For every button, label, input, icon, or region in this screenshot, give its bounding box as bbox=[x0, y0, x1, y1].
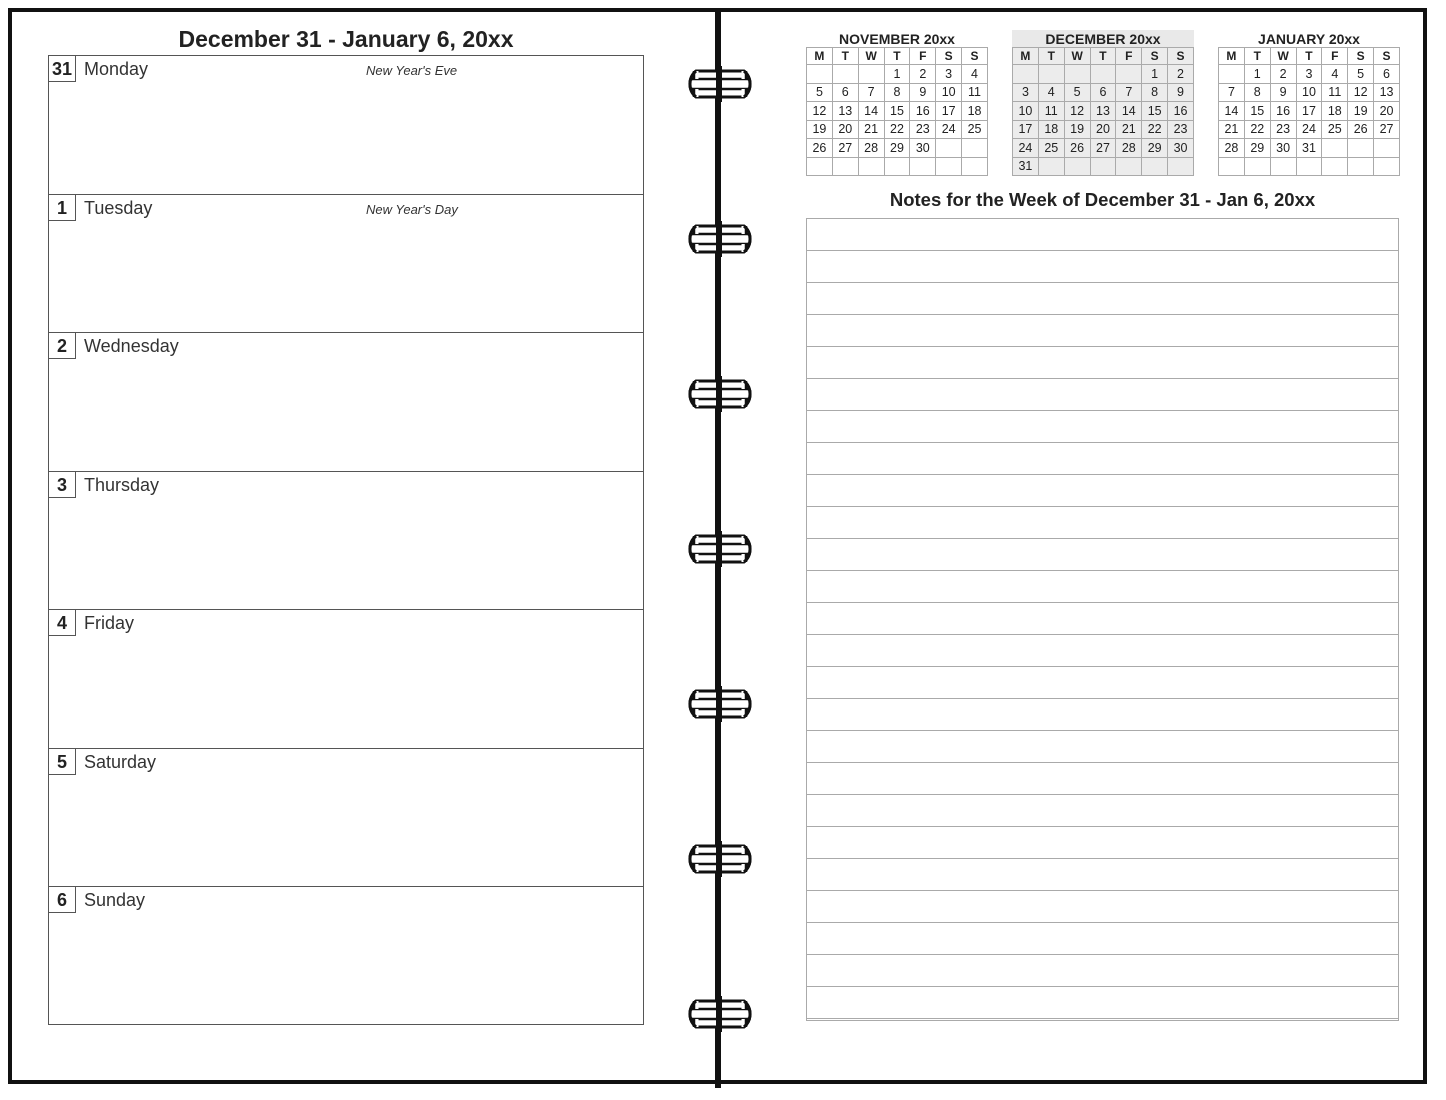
calendar-date: 5 bbox=[807, 83, 833, 102]
calendar-date: 4 bbox=[1322, 65, 1348, 84]
calendar-date: 3 bbox=[1013, 83, 1039, 102]
holiday-label: New Year's Day bbox=[366, 201, 458, 217]
calendar-date bbox=[1219, 157, 1245, 176]
weekday-header: T bbox=[1244, 48, 1270, 65]
calendar-date: 8 bbox=[1244, 83, 1270, 102]
calendar-date: 20 bbox=[1374, 102, 1400, 121]
calendar-date: 7 bbox=[1219, 83, 1245, 102]
calendar-date: 26 bbox=[1348, 120, 1374, 139]
calendar-date: 7 bbox=[1116, 83, 1142, 102]
calendar-date: 14 bbox=[858, 102, 884, 121]
days-column bbox=[48, 55, 644, 1025]
day-name: Sunday bbox=[84, 890, 146, 910]
weekday-header: M bbox=[807, 48, 833, 65]
day-number: 5 bbox=[49, 749, 76, 775]
day-name: Friday bbox=[84, 613, 135, 633]
weekday-header: S bbox=[1168, 48, 1194, 65]
calendar-date bbox=[1270, 157, 1296, 176]
calendar-date: 21 bbox=[1116, 120, 1142, 139]
calendar-date: 31 bbox=[1296, 139, 1322, 158]
calendar-date bbox=[1038, 65, 1064, 84]
calendar-date: 2 bbox=[910, 65, 936, 84]
calendar-date: 30 bbox=[910, 139, 936, 158]
calendar-date: 28 bbox=[858, 139, 884, 158]
mini-calendar bbox=[1012, 30, 1194, 176]
calendar-date: 6 bbox=[1374, 65, 1400, 84]
weekday-header: F bbox=[910, 48, 936, 65]
calendar-date: 18 bbox=[1322, 102, 1348, 121]
weekday-header: S bbox=[962, 48, 988, 65]
calendar-date bbox=[1322, 157, 1348, 176]
calendar-date: 16 bbox=[1270, 102, 1296, 121]
weekday-header: F bbox=[1322, 48, 1348, 65]
day-row[interactable] bbox=[49, 333, 643, 472]
calendar-date: 23 bbox=[1168, 120, 1194, 139]
calendar-date: 10 bbox=[1296, 83, 1322, 102]
calendar-date: 9 bbox=[1168, 83, 1194, 102]
calendar-date: 2 bbox=[1270, 65, 1296, 84]
day-number: 3 bbox=[49, 472, 76, 498]
calendar-date: 10 bbox=[936, 83, 962, 102]
notes-lined-area[interactable] bbox=[806, 218, 1399, 1021]
calendar-date bbox=[1116, 65, 1142, 84]
calendar-date: 27 bbox=[1090, 139, 1116, 158]
weekday-header: F bbox=[1116, 48, 1142, 65]
calendar-date: 11 bbox=[1322, 83, 1348, 102]
calendar-date: 26 bbox=[807, 139, 833, 158]
day-number: 1 bbox=[49, 195, 76, 221]
calendar-date bbox=[1064, 157, 1090, 176]
calendar-date: 19 bbox=[807, 120, 833, 139]
binder-ring-icon bbox=[668, 839, 772, 879]
day-row[interactable] bbox=[49, 195, 643, 334]
calendar-date bbox=[1038, 157, 1064, 176]
day-number: 4 bbox=[49, 610, 76, 636]
mini-calendar-grid bbox=[1012, 47, 1194, 176]
calendar-date: 12 bbox=[807, 102, 833, 121]
calendar-date: 8 bbox=[884, 83, 910, 102]
weekday-header: W bbox=[1064, 48, 1090, 65]
calendar-date: 11 bbox=[962, 83, 988, 102]
calendar-date bbox=[858, 157, 884, 176]
calendar-date: 28 bbox=[1219, 139, 1245, 158]
day-row[interactable] bbox=[49, 749, 643, 888]
day-name: Monday bbox=[84, 59, 149, 79]
calendar-date: 3 bbox=[936, 65, 962, 84]
mini-calendar-grid bbox=[1218, 47, 1400, 176]
weekday-header: T bbox=[1296, 48, 1322, 65]
binder-ring-icon bbox=[668, 529, 772, 569]
calendar-date: 4 bbox=[962, 65, 988, 84]
calendar-date: 1 bbox=[884, 65, 910, 84]
calendar-date bbox=[807, 65, 833, 84]
calendar-date bbox=[807, 157, 833, 176]
calendar-date: 20 bbox=[1090, 120, 1116, 139]
calendar-date: 6 bbox=[1090, 83, 1116, 102]
calendar-date: 16 bbox=[910, 102, 936, 121]
calendar-date bbox=[1013, 65, 1039, 84]
calendar-date bbox=[962, 157, 988, 176]
calendar-date: 23 bbox=[1270, 120, 1296, 139]
calendar-date: 20 bbox=[832, 120, 858, 139]
calendar-date bbox=[858, 65, 884, 84]
calendar-date bbox=[1142, 157, 1168, 176]
calendar-date bbox=[1374, 139, 1400, 158]
weekday-header: S bbox=[1374, 48, 1400, 65]
calendar-date: 26 bbox=[1064, 139, 1090, 158]
calendar-date: 18 bbox=[1038, 120, 1064, 139]
calendar-date: 31 bbox=[1013, 157, 1039, 176]
calendar-date bbox=[1116, 157, 1142, 176]
binder-ring-icon bbox=[668, 994, 772, 1034]
calendar-date bbox=[1090, 157, 1116, 176]
calendar-date bbox=[1168, 157, 1194, 176]
calendar-date: 6 bbox=[832, 83, 858, 102]
calendar-date: 1 bbox=[1244, 65, 1270, 84]
calendar-date: 21 bbox=[858, 120, 884, 139]
calendar-date: 8 bbox=[1142, 83, 1168, 102]
calendar-date bbox=[1322, 139, 1348, 158]
calendar-date: 13 bbox=[1374, 83, 1400, 102]
mini-calendar bbox=[806, 30, 988, 176]
calendar-date: 18 bbox=[962, 102, 988, 121]
calendar-date: 25 bbox=[962, 120, 988, 139]
calendar-date bbox=[1348, 157, 1374, 176]
calendar-date: 17 bbox=[1296, 102, 1322, 121]
calendar-date: 1 bbox=[1142, 65, 1168, 84]
calendar-date: 30 bbox=[1168, 139, 1194, 158]
binder-ring-icon bbox=[668, 374, 772, 414]
weekday-header: M bbox=[1013, 48, 1039, 65]
calendar-date bbox=[962, 139, 988, 158]
calendar-date: 29 bbox=[1244, 139, 1270, 158]
weekday-header: S bbox=[1142, 48, 1168, 65]
calendar-date: 22 bbox=[1244, 120, 1270, 139]
calendar-date: 17 bbox=[1013, 120, 1039, 139]
calendar-date: 14 bbox=[1116, 102, 1142, 121]
calendar-date bbox=[884, 157, 910, 176]
calendar-date bbox=[832, 157, 858, 176]
calendar-date: 29 bbox=[1142, 139, 1168, 158]
binder-ring-icon bbox=[668, 64, 772, 104]
calendar-date bbox=[1296, 157, 1322, 176]
weekday-header: T bbox=[1090, 48, 1116, 65]
calendar-date: 5 bbox=[1064, 83, 1090, 102]
day-name: Tuesday bbox=[84, 197, 153, 218]
holiday-label: New Year's Eve bbox=[366, 63, 458, 78]
calendar-date: 25 bbox=[1038, 139, 1064, 158]
calendar-date: 13 bbox=[832, 102, 858, 121]
binder-ring-icon bbox=[668, 684, 772, 724]
weekday-header: W bbox=[1270, 48, 1296, 65]
calendar-date: 2 bbox=[1168, 65, 1194, 84]
copyright-footer bbox=[135, 1027, 595, 1033]
calendar-date bbox=[1244, 157, 1270, 176]
calendar-date: 24 bbox=[1013, 139, 1039, 158]
calendar-date: 3 bbox=[1296, 65, 1322, 84]
calendar-date: 9 bbox=[910, 83, 936, 102]
mini-calendar bbox=[1218, 30, 1400, 176]
calendar-date: 24 bbox=[936, 120, 962, 139]
day-name: Wednesday bbox=[84, 336, 179, 356]
calendar-date: 12 bbox=[1064, 102, 1090, 121]
calendar-date: 10 bbox=[1013, 102, 1039, 121]
day-name: Thursday bbox=[84, 474, 160, 495]
calendar-date: 7 bbox=[858, 83, 884, 102]
calendar-date: 19 bbox=[1348, 102, 1374, 121]
calendar-date: 13 bbox=[1090, 102, 1116, 121]
calendar-date: 23 bbox=[910, 120, 936, 139]
day-row[interactable] bbox=[49, 56, 643, 195]
calendar-date: 25 bbox=[1322, 120, 1348, 139]
day-row[interactable] bbox=[49, 610, 643, 749]
calendar-date bbox=[1090, 65, 1116, 84]
calendar-date: 28 bbox=[1116, 139, 1142, 158]
calendar-date bbox=[1374, 157, 1400, 176]
calendar-date: 14 bbox=[1219, 102, 1245, 121]
day-row[interactable] bbox=[49, 472, 643, 611]
day-number: 6 bbox=[49, 887, 76, 913]
calendar-date: 22 bbox=[884, 120, 910, 139]
mini-calendar-grid bbox=[806, 47, 988, 176]
day-number: 2 bbox=[49, 333, 76, 359]
calendar-date: 30 bbox=[1270, 139, 1296, 158]
weekday-header: W bbox=[858, 48, 884, 65]
calendar-date bbox=[936, 139, 962, 158]
weekday-header: S bbox=[1348, 48, 1374, 65]
day-name: Saturday bbox=[84, 751, 157, 772]
calendar-date: 22 bbox=[1142, 120, 1168, 139]
calendar-date: 12 bbox=[1348, 83, 1374, 102]
calendar-date: 15 bbox=[1142, 102, 1168, 121]
calendar-date: 29 bbox=[884, 139, 910, 158]
weekday-header: T bbox=[1038, 48, 1064, 65]
weekday-header: T bbox=[832, 48, 858, 65]
calendar-date: 5 bbox=[1348, 65, 1374, 84]
mini-calendar-title: NOVEMBER 20xx bbox=[839, 31, 955, 47]
calendar-date: 15 bbox=[1244, 102, 1270, 121]
calendar-date bbox=[832, 65, 858, 84]
weekday-header: M bbox=[1219, 48, 1245, 65]
notes-title: Notes for the Week of December 31 - Jan 6, 20xx bbox=[889, 189, 1316, 210]
calendar-date: 11 bbox=[1038, 102, 1064, 121]
calendar-date: 19 bbox=[1064, 120, 1090, 139]
calendar-date: 27 bbox=[832, 139, 858, 158]
week-title: December 31 - January 6, 20xx bbox=[178, 26, 514, 52]
weekday-header: S bbox=[936, 48, 962, 65]
calendar-date bbox=[1064, 65, 1090, 84]
calendar-date bbox=[910, 157, 936, 176]
calendar-date: 27 bbox=[1374, 120, 1400, 139]
calendar-date: 15 bbox=[884, 102, 910, 121]
mini-calendar-title: DECEMBER 20xx bbox=[1012, 30, 1194, 47]
calendar-date: 4 bbox=[1038, 83, 1064, 102]
calendar-date bbox=[936, 157, 962, 176]
mini-calendar-title: JANUARY 20xx bbox=[1258, 31, 1360, 47]
calendar-date bbox=[1348, 139, 1374, 158]
calendar-date: 24 bbox=[1296, 120, 1322, 139]
calendar-date: 9 bbox=[1270, 83, 1296, 102]
binder-ring-icon bbox=[668, 219, 772, 259]
calendar-date: 17 bbox=[936, 102, 962, 121]
day-number: 31 bbox=[49, 56, 76, 82]
weekday-header: T bbox=[884, 48, 910, 65]
calendar-date: 21 bbox=[1219, 120, 1245, 139]
calendar-date: 16 bbox=[1168, 102, 1194, 121]
day-row[interactable] bbox=[49, 887, 643, 1026]
calendar-date bbox=[1219, 65, 1245, 84]
